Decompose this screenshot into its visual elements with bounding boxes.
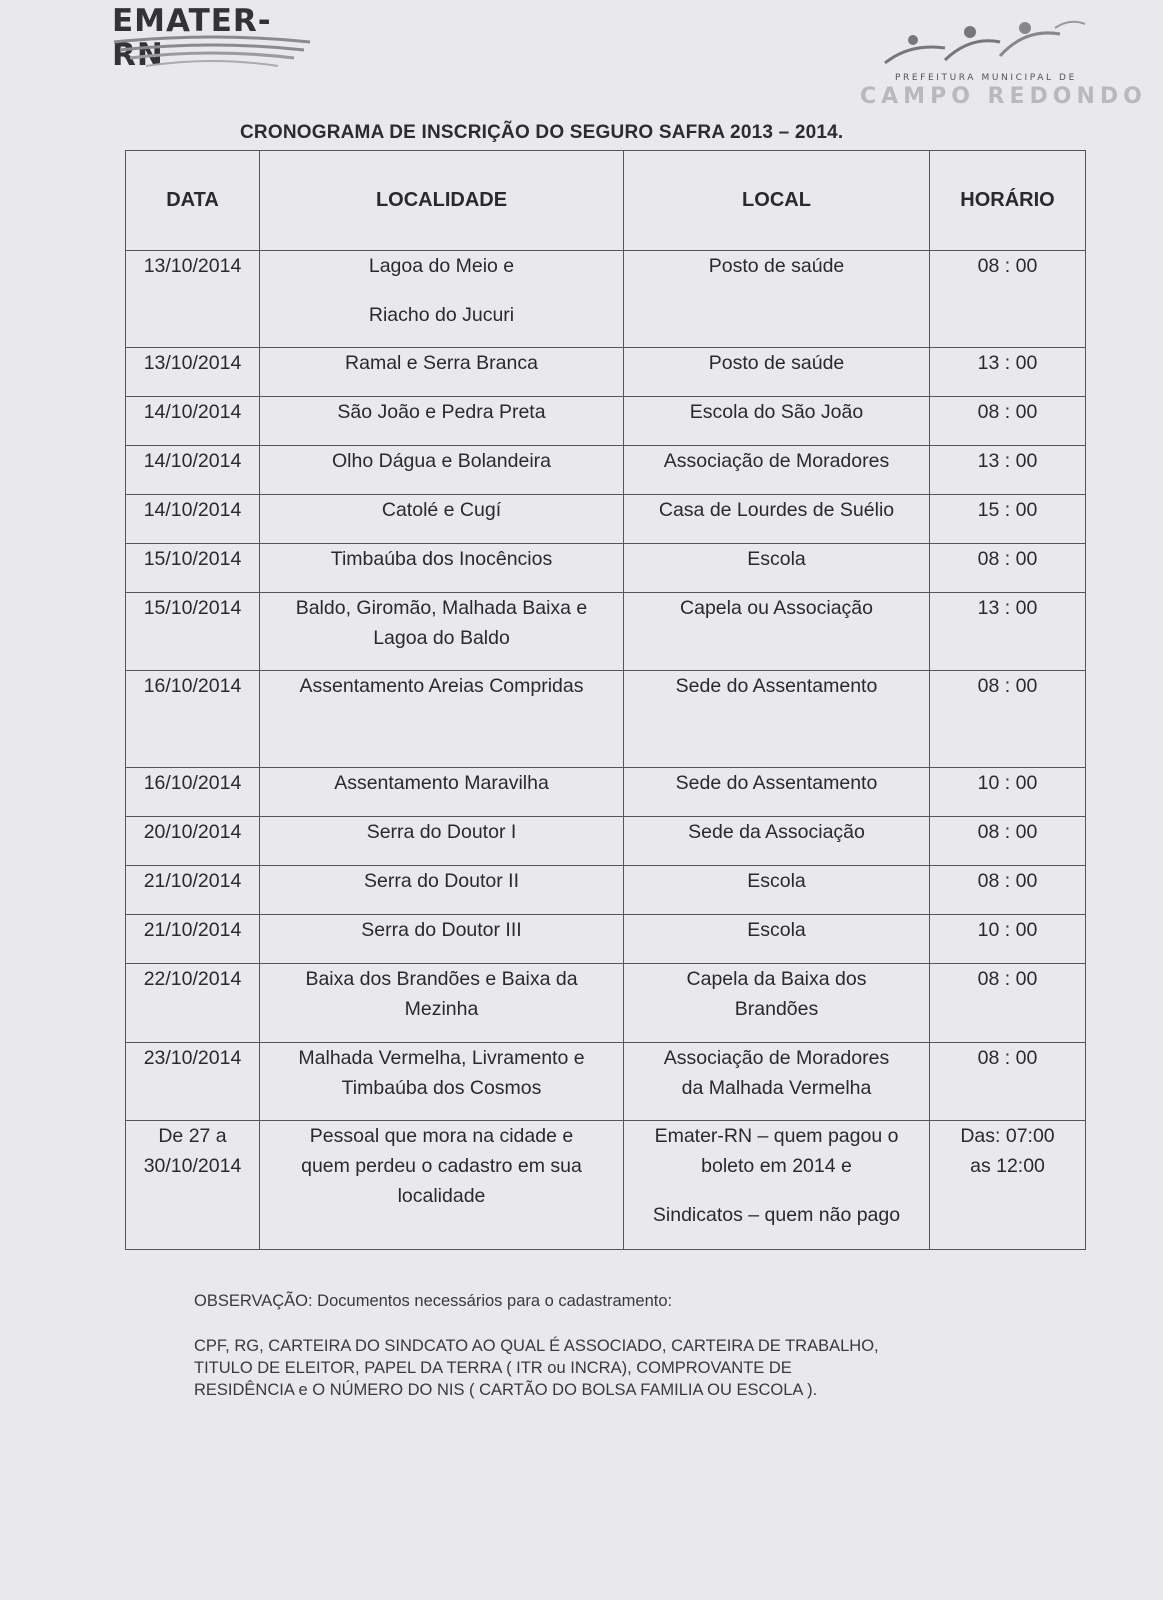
cell-horario [930, 544, 1086, 593]
cell-data [126, 1121, 260, 1250]
emater-logo-text: EMATER-RN [112, 3, 272, 73]
cell-text: 08 : 00 [977, 401, 1038, 423]
cell-text: Sindicatos – quem não pago [652, 1204, 901, 1226]
cell-text: 08 : 00 [977, 821, 1038, 843]
cell-horario [930, 251, 1086, 348]
cell-text: Serra do Doutor II [364, 870, 519, 892]
cell-local [624, 348, 930, 397]
cell-localidade [260, 1121, 624, 1250]
cell-text: Das: 07:00 [960, 1125, 1055, 1147]
cell-text: Posto de saúde [708, 255, 845, 277]
cell-localidade [260, 593, 624, 671]
schedule-table [125, 150, 1086, 1250]
cell-data [126, 495, 260, 544]
cell-horario [930, 768, 1086, 817]
cell-text: 10 : 00 [977, 919, 1038, 941]
cell-horario [930, 866, 1086, 915]
cell-text: Baixa dos Brandões e Baixa da [305, 968, 578, 990]
observation-line: CPF, RG, CARTEIRA DO SINDCATO AO QUAL É ASSOCIADO, CARTEIRA DE TRABALHO, [194, 1337, 879, 1355]
table-header-row [126, 151, 1086, 251]
cell-data [126, 915, 260, 964]
cell-text: Sede do Assentamento [675, 772, 878, 794]
cell-local [624, 768, 930, 817]
cell-data [126, 768, 260, 817]
cell-local [624, 915, 930, 964]
cell-localidade [260, 915, 624, 964]
cell-localidade [260, 348, 624, 397]
cell-text: Mezinha [404, 998, 479, 1020]
cell-text: localidade [397, 1185, 486, 1207]
table-row [126, 348, 1086, 397]
cell-text: Olho Dágua e Bolandeira [332, 450, 551, 472]
cell-text: boleto em 2014 e [701, 1155, 852, 1177]
cell-local [624, 1043, 930, 1121]
cell-data [126, 397, 260, 446]
cell-horario [930, 1043, 1086, 1121]
cell-text: 16/10/2014 [143, 675, 242, 697]
cell-text: 08 : 00 [977, 548, 1038, 570]
cell-text: Associação de Moradores [663, 450, 890, 472]
cell-text: 20/10/2014 [143, 821, 242, 843]
table-row [126, 251, 1086, 348]
cell-text: Escola [747, 870, 806, 892]
cell-text: as 12:00 [970, 1155, 1045, 1177]
cell-localidade [260, 1043, 624, 1121]
cell-horario [930, 348, 1086, 397]
cell-text: 16/10/2014 [143, 772, 242, 794]
cell-text: Timbaúba dos Cosmos [341, 1077, 542, 1099]
cell-data [126, 348, 260, 397]
cell-text: 15 : 00 [977, 499, 1038, 521]
cell-text: Lagoa do Baldo [373, 627, 510, 649]
table-row [126, 1121, 1086, 1250]
cell-localidade [260, 544, 624, 593]
cell-local [624, 1121, 930, 1250]
cell-text: 13 : 00 [977, 352, 1038, 374]
cell-local [624, 866, 930, 915]
cell-text: Capela ou Associação [680, 597, 873, 619]
cell-text: Emater-RN – quem pagou o [654, 1125, 899, 1147]
cell-horario [930, 397, 1086, 446]
cell-text: Serra do Doutor I [366, 821, 517, 843]
cell-text: Brandões [734, 998, 819, 1020]
cell-text: 21/10/2014 [143, 919, 242, 941]
cell-text: 13 : 00 [977, 450, 1038, 472]
cell-text: quem perdeu o cadastro em sua [301, 1155, 582, 1177]
cell-text: De 27 a [158, 1125, 227, 1147]
cell-text: da Malhada Vermelha [681, 1077, 872, 1099]
table-row [126, 768, 1086, 817]
cell-text: Pessoal que mora na cidade e [309, 1125, 574, 1147]
cell-text: Assentamento Areias Compridas [299, 675, 584, 697]
cell-localidade [260, 495, 624, 544]
cell-data [126, 251, 260, 348]
cell-horario [930, 671, 1086, 768]
cell-text: 15/10/2014 [143, 597, 242, 619]
cell-text: Escola [747, 919, 806, 941]
cell-text: Malhada Vermelha, Livramento e [298, 1047, 585, 1069]
cell-horario [930, 446, 1086, 495]
cell-text: 13/10/2014 [143, 255, 242, 277]
table-row [126, 495, 1086, 544]
cell-localidade [260, 251, 624, 348]
cell-local [624, 446, 930, 495]
cell-text: Timbaúba dos Inocêncios [330, 548, 553, 570]
cell-text: Escola do São João [689, 401, 864, 423]
table-row [126, 671, 1086, 768]
cell-text: Capela da Baixa dos [686, 968, 867, 990]
cell-text: Ramal e Serra Branca [345, 352, 538, 374]
cell-localidade [260, 671, 624, 768]
cell-text: 08 : 00 [977, 1047, 1038, 1069]
observation-line: TITULO DE ELEITOR, PAPEL DA TERRA ( ITR ou INCRA), COMPROVANTE DE [194, 1359, 792, 1377]
emater-logo [112, 4, 312, 104]
people-figures-icon [865, 18, 1095, 73]
cell-text: Sede da Associação [688, 821, 865, 843]
cell-local [624, 251, 930, 348]
cell-data [126, 866, 260, 915]
cell-text: 22/10/2014 [143, 968, 242, 990]
table-row [126, 817, 1086, 866]
cell-text: Baldo, Giromão, Malhada Baixa e [295, 597, 588, 619]
column-header-localidade: LOCALIDADE [260, 151, 624, 251]
cell-text: Assentamento Maravilha [334, 772, 549, 794]
table-row [126, 446, 1086, 495]
cell-text: 14/10/2014 [143, 499, 242, 521]
cell-text: Serra do Doutor III [361, 919, 522, 941]
cell-local [624, 397, 930, 446]
cell-text: Riacho do Jucuri [368, 304, 515, 326]
cell-horario [930, 495, 1086, 544]
cell-local [624, 964, 930, 1043]
cell-text: São João e Pedra Preta [337, 401, 546, 423]
cell-text: 08 : 00 [977, 675, 1038, 697]
prefeitura-logo [855, 18, 1147, 118]
cell-localidade [260, 446, 624, 495]
cell-text: Escola [747, 548, 806, 570]
cell-data [126, 964, 260, 1043]
cell-text: 21/10/2014 [143, 870, 242, 892]
cell-horario [930, 915, 1086, 964]
cell-localidade [260, 768, 624, 817]
table-row [126, 1043, 1086, 1121]
cell-data [126, 593, 260, 671]
cell-data [126, 446, 260, 495]
cell-text: Catolé e Cugí [381, 499, 502, 521]
emater-stripes-icon [112, 34, 312, 74]
cell-text: Sede do Assentamento [675, 675, 878, 697]
cell-text: 10 : 00 [977, 772, 1038, 794]
cell-text: 08 : 00 [977, 255, 1038, 277]
cell-localidade [260, 964, 624, 1043]
cell-text: Posto de saúde [708, 352, 845, 374]
prefeitura-label: PREFEITURA MUNICIPAL DE [895, 73, 1077, 83]
cell-text: Casa de Lourdes de Suélio [658, 499, 895, 521]
column-header-data: DATA [126, 151, 260, 251]
cell-text: 14/10/2014 [143, 450, 242, 472]
table-row [126, 915, 1086, 964]
cell-text: 13/10/2014 [143, 352, 242, 374]
cell-horario [930, 817, 1086, 866]
table-row [126, 964, 1086, 1043]
table-row [126, 397, 1086, 446]
cell-text: 08 : 00 [977, 870, 1038, 892]
cell-text: 23/10/2014 [143, 1047, 242, 1069]
cell-local [624, 593, 930, 671]
column-header-local: LOCAL [624, 151, 930, 251]
observation-heading: OBSERVAÇÃO: Documentos necessários para o cadastramento: [194, 1292, 673, 1310]
cell-data [126, 1043, 260, 1121]
observation-line: RESIDÊNCIA e O NÚMERO DO NIS ( CARTÃO DO BOLSA FAMILIA OU ESCOLA ). [194, 1381, 818, 1399]
table-row [126, 544, 1086, 593]
cell-text: Associação de Moradores [663, 1047, 890, 1069]
cell-local [624, 671, 930, 768]
cell-data [126, 817, 260, 866]
cell-text: Lagoa do Meio e [368, 255, 515, 277]
cell-data [126, 671, 260, 768]
cell-text: 13 : 00 [977, 597, 1038, 619]
cell-local [624, 544, 930, 593]
table-row [126, 866, 1086, 915]
cell-text: 15/10/2014 [143, 548, 242, 570]
cell-text: 14/10/2014 [143, 401, 242, 423]
city-name: CAMPO REDONDO [860, 84, 1147, 109]
cell-text: 08 : 00 [977, 968, 1038, 990]
cell-local [624, 495, 930, 544]
cell-horario [930, 1121, 1086, 1250]
column-header-horario: HORÁRIO [930, 151, 1086, 251]
table-row [126, 593, 1086, 671]
cell-localidade [260, 397, 624, 446]
cell-text: 30/10/2014 [143, 1155, 242, 1177]
document-title: CRONOGRAMA DE INSCRIÇÃO DO SEGURO SAFRA 2013 – 2014. [240, 122, 844, 143]
cell-horario [930, 964, 1086, 1043]
cell-data [126, 544, 260, 593]
cell-local [624, 817, 930, 866]
cell-localidade [260, 817, 624, 866]
cell-localidade [260, 866, 624, 915]
cell-horario [930, 593, 1086, 671]
